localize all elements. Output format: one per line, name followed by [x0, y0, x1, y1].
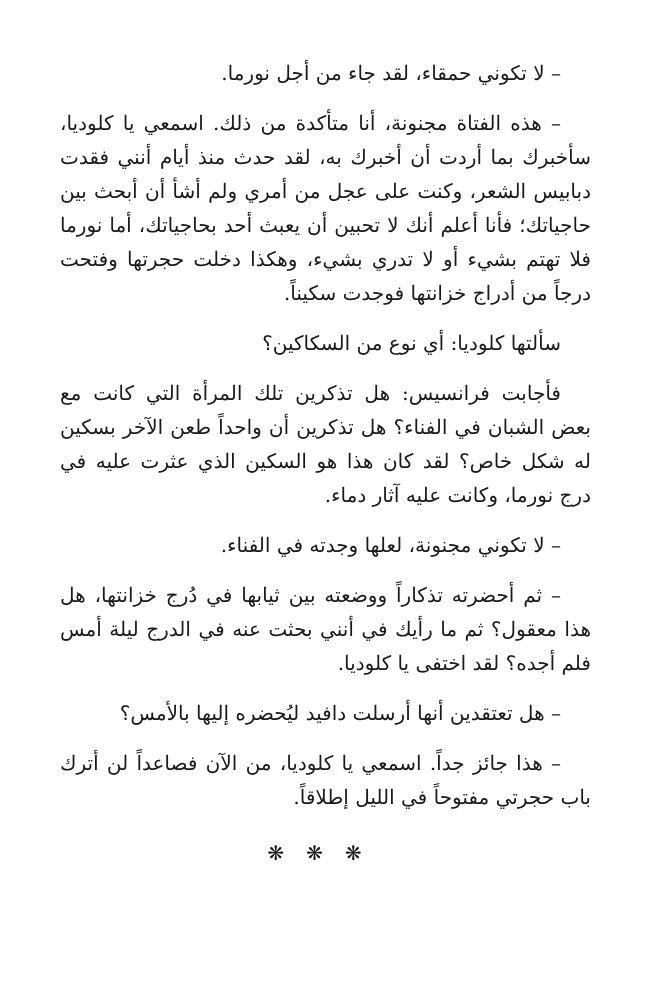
- paragraph-narration-question: سألتها كلوديا: أي نوع من السكاكين؟: [262, 331, 561, 355]
- book-page: [60, 56, 591, 870]
- paragraph-dialogue-1: – لا تكوني حمقاء، لقد جاء من أجل نورما.: [221, 61, 561, 85]
- section-divider-asterisks: ❋❋❋: [267, 841, 384, 865]
- paragraph-dialogue-5: – هل تعتقدين أنها أرسلت دافيد ليُحضره إليها بالأمس؟: [119, 701, 561, 725]
- paragraph-dialogue-3: – لا تكوني مجنونة، لعلها وجدته في الفناء.: [220, 533, 561, 557]
- paragraph-dialogue-4: – ثم أحضرته تذكاراً ووضعته بين ثيابها في دُرج خزانتها، هل هذا معقول؟ ثم ما رأيك في أنني بحثت عنه في الدرج ليلة أمس فلم أجده؟ لقد اختفى يا كلوديا.: [60, 583, 591, 675]
- paragraph-narration-answer: فأجابت فرانسيس: هل تذكرين تلك المرأة التي كانت مع بعض الشبان في الفناء؟ هل تذكرين أن واحداً طعن الآخر بسكين له شكل خاص؟ لقد كان هذا هو السكين الذي عثرت عليه في درج نورما، وكانت عليه آثار دماء.: [60, 381, 591, 507]
- paragraph-dialogue-2: – هذه الفتاة مجنونة، أنا متأكدة من ذلك. اسمعي يا كلوديا، سأخبرك بما أردت أن أخبرك به، لقد حدث منذ أيام أنني فقدت دبابيس الشعر، وكنت على عجل من أمري ولم أشأ أن أبحث بين حاجياتك؛ فأنا أعلم أنك لا تحبين أن يعبث أحد بحاجياتك، أما نورما فلا تهتم بشيء أو لا تدري بشيء، وهكذا دخلت حجرتها وفتحت درجاً من أدراج خزانتها فوجدت سكيناً.: [60, 111, 591, 305]
- paragraph-dialogue-6: – هذا جائز جداً. اسمعي يا كلوديا، من الآن فصاعداً لن أترك باب حجرتي مفتوحاً في الليل إطلاقاً.: [60, 751, 591, 809]
